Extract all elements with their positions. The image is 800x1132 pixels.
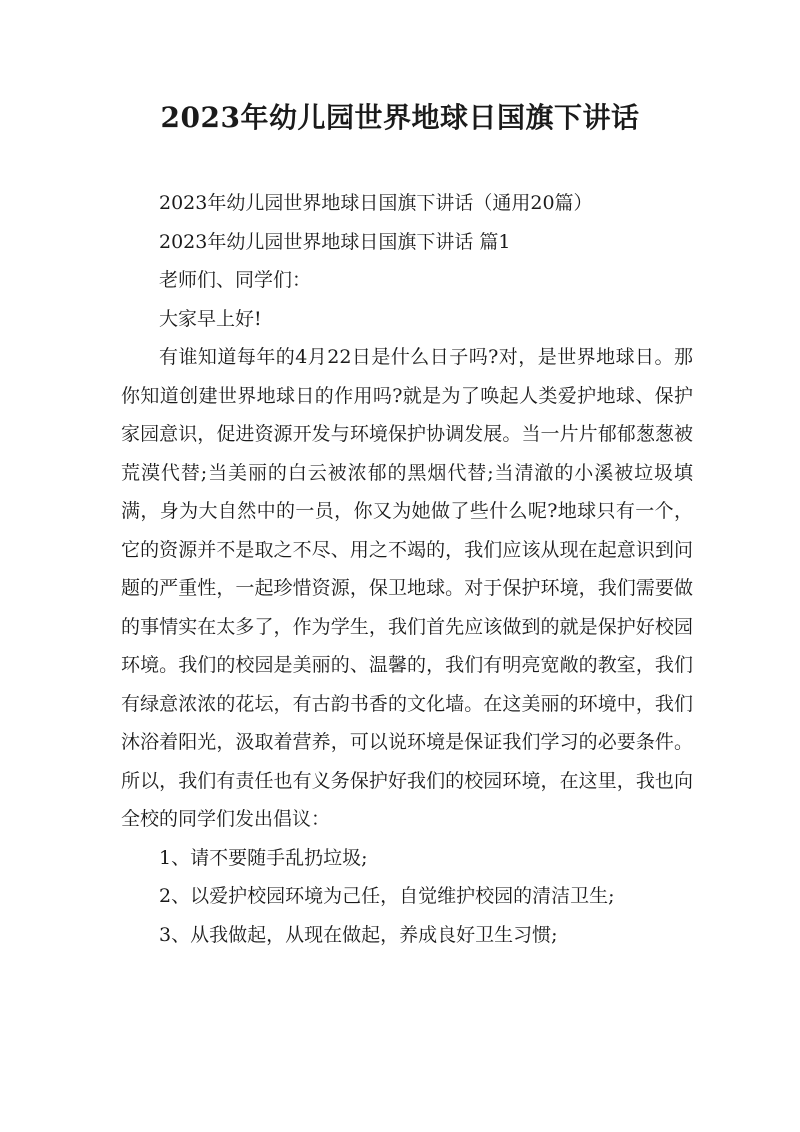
section-heading: 2023年幼儿园世界地球日国旗下讲话 篇1: [159, 230, 511, 253]
list-item-1: 1、请不要随手乱扔垃圾;: [159, 846, 368, 869]
salutation: 老师们、同学们：: [159, 269, 312, 291]
document-body: [121, 184, 693, 954]
list-item-2: 2、以爱护校园环境为己任，自觉维护校园的清洁卫生;: [159, 885, 615, 907]
list-item-3: 3、从我做起，从现在做起，养成良好卫生习惯;: [159, 923, 558, 946]
body-paragraph: 有谁知道每年的4月22日是什么日子吗?对，是世界地球日。那你知道创建世界地球日的作用吗?就是为了唤起人类爱护地球、保护家园意识，促进资源开发与环境保护协调发展。当一片片郁郁葱葱被荒漠代替;当美丽的白云被浓郁的黑烟代替;当清澈的小溪被垃圾填满，身为大自然中的一员，你又为她做了些什么呢?地球只有一个，它的资源并不是取之不尽、用之不竭的，我们应该从现在起意识到问题的严重性，一起珍惜资源，保卫地球。对于保护环境，我们需要做的事情实在太多了，作为学生，我们首先应该做到的就是保护好校园环境。我们的校园是美丽的、温馨的，我们有明亮宽敞的教室，我们有绿意浓浓的花坛，有古韵书香的文化墙。在这美丽的环境中，我们沐浴着阳光，汲取着营养，可以说环境是保证我们学习的必要条件。所以，我们有责任也有义务保护好我们的校园环境，在这里，我也向全校的同学们发出倡议：: [121, 346, 693, 830]
subtitle-paragraph: 2023年幼儿园世界地球日国旗下讲话（通用20篇）: [159, 192, 593, 214]
document-title: 2023年幼儿园世界地球日国旗下讲话: [160, 101, 640, 134]
greeting: 大家早上好!: [159, 307, 262, 330]
